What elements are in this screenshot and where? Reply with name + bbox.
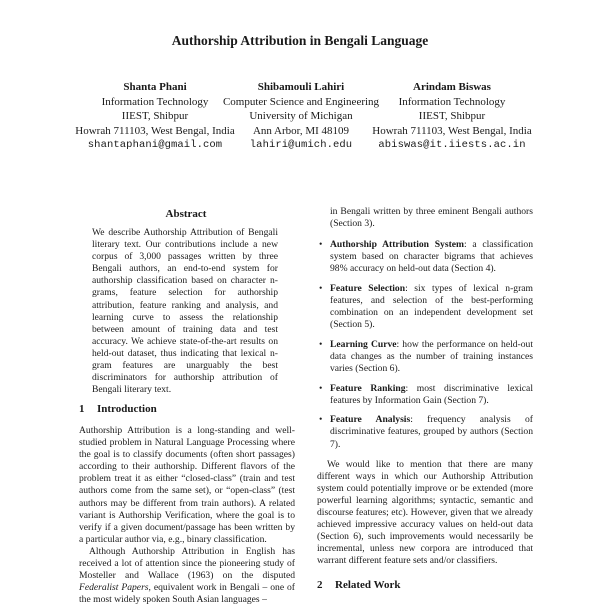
- author-institution: University of Michigan: [249, 110, 353, 123]
- abstract-text: We describe Authorship Attribution of Bengali literary text. Our contributions include a new corpus of 3,000 passages written by three Bengali authors, an end-to-end system for authorship classification based on character n-grams, feature selection for authorship attribution, feature ranking and analysis, and learning curve to assess the relationship between amount of training data and test accuracy. We achieve state-of-the-art results on held-out dataset, thus indicating that lexical n-gram features are unarguably the best discriminators for authorship attribution of Bengali literary text.: [92, 227, 278, 396]
- bullet-icon: •: [319, 338, 323, 350]
- author-name: Arindam Biswas: [413, 81, 491, 93]
- section-heading-introduction: [79, 403, 157, 415]
- list-item-text: : a classification system based on character bigrams that achieves 98% accuracy on held-out data (Section 4).: [330, 239, 533, 275]
- author-address: Howrah 711103, West Bengal, India: [75, 124, 235, 137]
- author-address: Howrah 711103, West Bengal, India: [372, 124, 532, 137]
- future-work-paragraph: We would like to mention that there are many different ways in which our Authorship Attribution system could potentially improve or be extended (more powerful learning algorithms; syntactic, semantic and discourse features; etc). However, given that we already achieved impressive accuracy values on held-out data (Section 6), such improvements would necessarily be incremental, unless new corpora are introduced that warrant different feature sets and/or classifiers.: [317, 458, 533, 567]
- list-item-term: Feature Analysis: [330, 414, 411, 426]
- bullet-icon: •: [319, 382, 323, 394]
- list-item: [317, 283, 533, 331]
- right-column: [317, 206, 533, 592]
- contribution-list: [317, 239, 533, 450]
- list-item: [317, 383, 533, 407]
- author-name: Shibamouli Lahiri: [257, 81, 345, 93]
- paper-title: Authorship Attribution in Bengali Language: [171, 33, 429, 48]
- list-item-text: : most discriminative lexical features by Information Gain (Section 7).: [330, 382, 533, 406]
- section-number: 1: [79, 403, 85, 415]
- list-item: [317, 339, 533, 375]
- list-item-text: : frequency analysis of discriminative features, grouped by authors (Section 7).: [330, 414, 533, 450]
- bullet-icon: •: [319, 282, 323, 294]
- section-title: Related Work: [335, 579, 401, 592]
- section-title: Introduction: [97, 403, 157, 415]
- author-block: [362, 80, 542, 153]
- contribution-continuation: in Bengali written by three eminent Bengali authors (Section 3).: [330, 206, 533, 230]
- intro-p2-title: Federalist Papers: [79, 582, 149, 594]
- list-item-term: Learning Curve: [330, 338, 397, 350]
- bullet-icon: •: [319, 239, 323, 251]
- author-department: Information Technology: [101, 95, 209, 108]
- list-item-term: Feature Ranking: [330, 382, 406, 394]
- section-heading-related-work: [317, 579, 533, 591]
- list-item: [317, 239, 533, 275]
- intro-paragraph-2: [79, 546, 295, 606]
- intro-p2-end: , equivalent work in Bengali – one of the most widely spoken South Asian languages –: [79, 582, 296, 606]
- author-institution: IIEST, Shibpur: [418, 110, 486, 123]
- list-item-text: : how the performance on held-out data changes as the number of training instances varies (Section 6).: [330, 338, 533, 375]
- intro-paragraph-1: Authorship Attribution is a long-standing and well-studied problem in Natural Language Processing where the goal is to classify documents (often short passages) according to their authorship. Different flavors of the problem treat it as either “closed-class” (train and test authors come from the same set), or “open-class” (test authors may be different from train authors). A related variant is Authorship Verification, where the goal is to verify if a given document/passage has been written by a particular author via, e.g., binary classification.: [79, 425, 295, 545]
- author-email: lahiri@umich.edu: [249, 139, 353, 152]
- introduction-body: [79, 425, 295, 606]
- author-address: Ann Arbor, MI 48109: [252, 124, 350, 137]
- author-email: shantaphani@gmail.com: [87, 139, 223, 152]
- author-department: Computer Science and Engineering: [222, 95, 380, 108]
- list-item-text: : six types of lexical n-gram features, and selection of the best-performing combination on an independent development set (Section 5).: [330, 282, 533, 331]
- abstract-heading: Abstract: [165, 208, 207, 220]
- list-item-term: Authorship Attribution System: [330, 239, 465, 251]
- intro-p2-start: Although Authorship Attribution in English has received a lot of attention since the pioneering study of Mosteller and Wallace (1963) on the disputed: [79, 545, 295, 582]
- author-email: abiswas@it.iiests.ac.in: [378, 139, 526, 152]
- author-name: Shanta Phani: [123, 81, 187, 93]
- list-item-term: Feature Selection: [330, 282, 406, 294]
- bullet-icon: •: [319, 414, 323, 426]
- author-institution: IIEST, Shibpur: [121, 110, 189, 123]
- author-department: Information Technology: [398, 95, 506, 108]
- list-item: [317, 414, 533, 450]
- section-number: 2: [317, 579, 323, 592]
